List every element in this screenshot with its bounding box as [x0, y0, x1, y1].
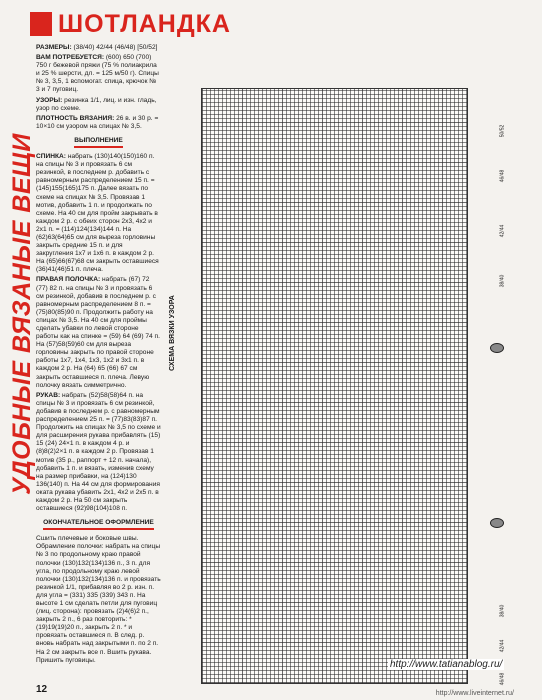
stitch-symbol-icon	[490, 518, 504, 528]
density-label: ПЛОТНОСТЬ ВЯЗАНИЯ:	[36, 114, 115, 122]
header	[30, 8, 231, 40]
sleeve-label: РУКАВ:	[36, 391, 61, 399]
sleeve-paragraph	[36, 392, 161, 513]
size-label-5: 38/40	[499, 604, 506, 618]
instructions-column	[36, 44, 161, 667]
size-label-2: 46/48	[499, 169, 506, 183]
blog-url: http://www.tatianablog.ru/	[390, 659, 503, 670]
finishing-heading: ОКОНЧАТЕЛЬНОЕ ОФОРМЛЕНИЕ	[36, 519, 161, 530]
back-paragraph	[36, 153, 161, 274]
materials-paragraph	[36, 54, 161, 94]
footer-url: http://www.liveinternet.ru/	[435, 690, 514, 697]
size-label-6: 42/44	[499, 639, 506, 653]
sleeve-value: набрать (52)58(58)64 п. на спицы № 3 и провязать 6 см резинкой, добавив в последнем р. с равномерным распределением 25 п. = (77)83(83)87 п. Продолжить на спицах № 3,5 по схеме и для расширения рукава прибавлять (15) 15 (24) 24×1 п. в каждом 4 р. и (8)8(2)2×1 п. в каждом 2 р. Провязав 1 мотив (35 р., раппорт + 12 п. начала), добавить 1 п. и вязать, изменив схему на размер прибавки, на (124)130 136(140) п. На 44 см для формирования оката рукава убавить 2х1, 4х2 и 2х5 п. в каждом 2 р. На 50 см закрыть оставшиеся (92)98(104)108 п.	[36, 391, 161, 513]
back-value: набрать (130)140(150)160 п. на спицы № 3 и провязать 6 см резинкой, в последнем р. добавить с равномерным распределением 15 п. = (145)155(165)175 п. Далее вязать по схеме на спицах № 3,5. Провязав 1 мотив, добавить 1 п. и продолжать по схеме. На 40 см для пройм закрывать в каждом 2 р. с обеих сторон 2х3, 4х2 и 2х1 п. = (114)124(134)144 п. На (62)63(64)65 см для выреза горловины закрыть средние 15 п. и для закругления 1х7 и 1х6 п. в каждом 2 р. На (65)66(67)68 см закрыть оставшиеся (36)41(46)51 п. плеча.	[36, 153, 159, 274]
right-front-paragraph	[36, 276, 161, 389]
chart-side-notes	[474, 88, 524, 688]
side-band	[0, 0, 36, 700]
density-value: 26 в. и 30 р. = 10×10 см узором на спицах № 3,5.	[36, 114, 159, 130]
materials-label: ВАМ ПОТРЕБУЕТСЯ:	[36, 54, 105, 62]
patterns-paragraph	[36, 97, 161, 113]
materials-value: (600) 650 (700) 750 г бежевой пряжи (75 % полиакрила и 25 % шерсти, дл. = 125 м/50 г). Спицы № 3, 3,5, 1 вспомогат. спица, крючок № 3 и 7 пуговиц.	[36, 54, 159, 94]
size-label-7: 46/48	[499, 672, 506, 686]
size-label-4: 38/40	[499, 274, 506, 288]
patterns-label: УЗОРЫ:	[36, 96, 63, 104]
sizes-paragraph	[36, 44, 161, 52]
size-label-3: 42/44	[499, 224, 506, 238]
chart-grid	[201, 88, 468, 684]
sizes-label: РАЗМЕРЫ:	[36, 44, 72, 51]
sizes-value: (38/40) 42/44 (46/48) [50/52]	[73, 44, 158, 51]
right-front-value: набрать (67) 72 (77) 82 п. на спицы № 3 и провязать 6 см резинкой, добавив в последнем р. с равномерным распределением 8 п. = (75)80(85)90 п. Продолжить работу на спицах № 3,5. На 40 см для проймы сделать убавки по левой стороне работы как на спинке = (59) 64 (69) 74 п. На (57)58(59)60 см для выреза горловины закрыть по правой стороне работы 1х7, 1х4, 1х3, 1х2 и 3х1 п. в каждом 2 р. На (64) 65 (66) 67 см закрыть оставшиеся п. плеча. Левую полочку вязать симметрично.	[36, 276, 160, 389]
patterns-value: резинка 1/1, лиц. и изн. гладь, узор по схеме.	[36, 96, 157, 112]
back-label: СПИНКА:	[36, 153, 66, 161]
right-front-label: ПРАВАЯ ПОЛОЧКА:	[36, 276, 101, 284]
title-accent-block	[30, 12, 52, 36]
knitting-chart	[169, 48, 530, 694]
finishing-paragraph: Сшить плечевые и боковые швы. Обрамление полочки: набрать на спицы № 3 по продольному краю правой полочки (130)132(134)136 п., 3 п. для угла, по продольному краю левой полочки (130)132(134)136 п. и провязать резинкой 1/1, прибавляя во 2 р. изн. п. для угла = (331) 335 (339) 343 п. На высоте 1 см сделать петли для пуговиц (лиц. сторона): провязать (2)4(6)2 п., закрыть 2 п., 6 раз повторить: * (19)19(19)20 п., закрыть 2 п. * и провязать оставшиеся п. В след. р. вновь набрать над закрытыми п. по 2 п. На 2 см закрыть все п. Вшить рукава. Пришить пуговицы.	[36, 535, 161, 664]
page-title: ШОТЛАНДКА	[58, 9, 231, 38]
stitch-symbol-icon	[490, 343, 504, 353]
magazine-side-title: УДОБНЫЕ ВЯЗАНЫЕ ВЕЩИ	[8, 133, 36, 495]
execution-heading: ВЫПОЛНЕНИЕ	[36, 137, 161, 148]
size-label-1: 50/52	[499, 124, 506, 138]
chart-title: СХЕМА ВЯЗКИ УЗОРА	[169, 295, 176, 371]
page-number: 12	[36, 684, 48, 695]
density-paragraph	[36, 115, 161, 131]
